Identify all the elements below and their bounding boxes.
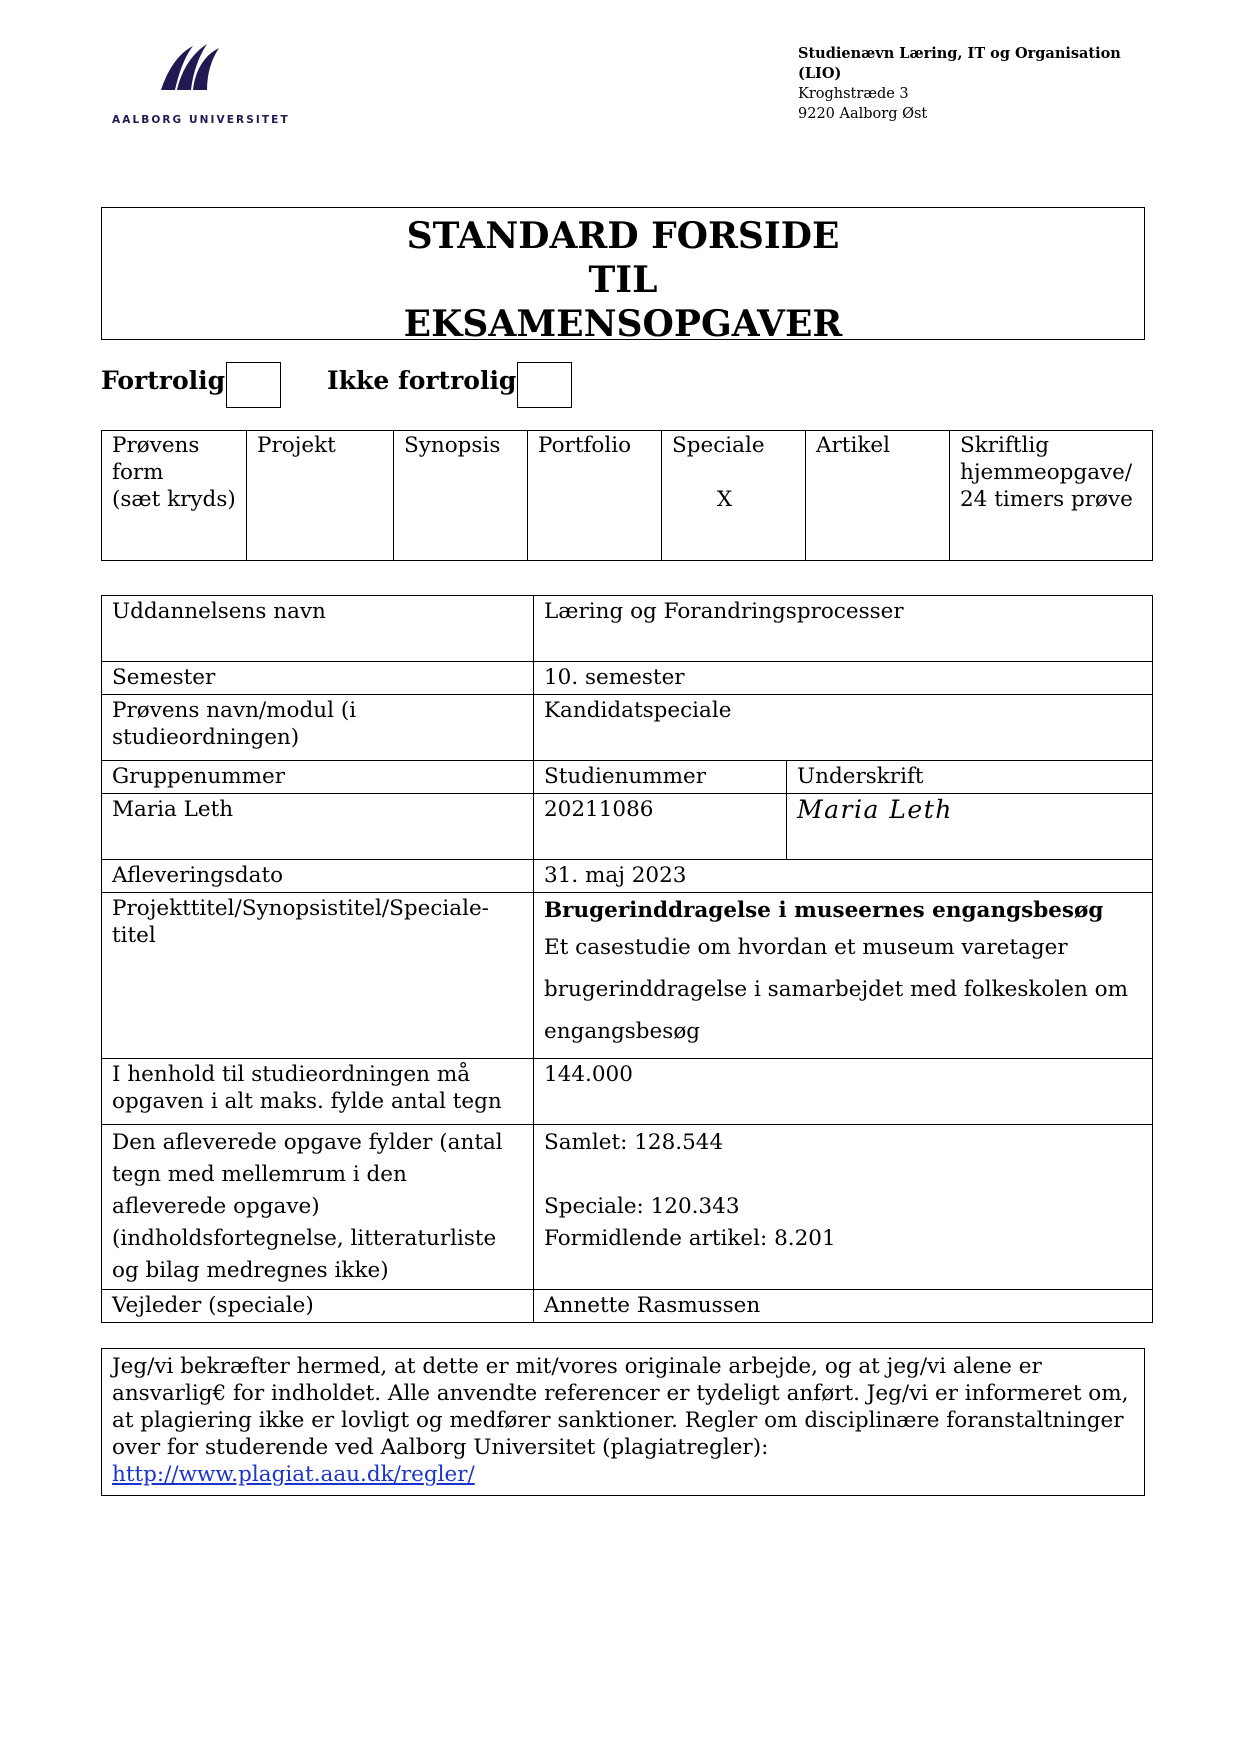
address-line-4: 9220 Aalborg Øst	[798, 106, 928, 122]
form-synopsis-label: Synopsis	[404, 433, 501, 458]
samlet-value: Samlet: 128.544	[544, 1130, 724, 1155]
table-row	[102, 1059, 1153, 1125]
university-logo	[112, 42, 292, 132]
logo-text: AALBORG UNIVERSITET	[112, 114, 290, 126]
form-speciale-mark: X	[716, 487, 733, 512]
titel-sub: Et casestudie om hvordan et museum varetager brugerinddragelse i samarbejdet med folkeskolen om engangsbesøg	[544, 935, 1128, 1044]
title-line-3: EKSAMENSOPGAVER	[403, 303, 843, 345]
fylder-cell	[534, 1125, 1153, 1290]
studienummer-label: Studienummer	[534, 761, 787, 794]
proeve-label: Prøvens navn/modul (i studieordningen)	[102, 695, 534, 761]
fylder-label: Den afleverede opgave fylder (antal tegn med mellemrum i den afleverede opgave) (indholdsfortegnelse, litteraturliste og bilag medregnes ikke)	[102, 1125, 534, 1290]
gruppe-value: Maria Leth	[102, 794, 534, 860]
fortrolig-checkbox[interactable]	[226, 362, 281, 408]
table-row	[102, 893, 1153, 1059]
form-projekt-cell[interactable]	[247, 431, 394, 561]
titel-cell	[534, 893, 1153, 1059]
address-line-3: Kroghstræde 3	[798, 86, 909, 102]
form-head-line-3: (sæt kryds)	[112, 487, 236, 512]
proeve-value: Kandidatspeciale	[534, 695, 1153, 761]
ikke-fortrolig-checkbox[interactable]	[517, 362, 572, 408]
plagiarism-rules-link[interactable]: http://www.plagiat.aau.dk/regler/	[112, 1462, 475, 1487]
artikel-count: Formidlende artikel: 8.201	[544, 1226, 836, 1251]
form-speciale-cell[interactable]	[662, 431, 806, 561]
maks-value: 144.000	[534, 1059, 1153, 1125]
form-skriftlig-line-3: 24 timers prøve	[960, 487, 1133, 512]
logo-waves-icon	[159, 42, 221, 92]
exam-form-table	[101, 430, 1153, 561]
form-head-line-2: form	[112, 460, 164, 485]
title-line-2: TIL	[588, 259, 658, 301]
form-head-cell	[102, 431, 247, 561]
declaration-text: Jeg/vi bekræfter hermed, at dette er mit/vores originale arbejde, og at jeg/vi alene er ansvarlig€ for indholdet. Alle anvendte referencer er tydeligt anført. Jeg/vi er informeret om, at plagiering ikke er lovligt og medfører sanktioner. Regler om disciplinære foranstaltninger over for studerende ved Aalborg Universitet (plagiatregler):	[112, 1354, 1129, 1460]
info-table	[101, 595, 1153, 1323]
form-skriftlig-cell[interactable]	[950, 431, 1153, 561]
speciale-count: Speciale: 120.343	[544, 1194, 740, 1219]
semester-label: Semester	[102, 662, 534, 695]
dato-value: 31. maj 2023	[534, 860, 1153, 893]
form-head-line-1: Prøvens	[112, 433, 200, 458]
ikke-fortrolig-label: Ikke fortrolig	[327, 366, 517, 395]
form-portfolio-label: Portfolio	[538, 433, 632, 458]
form-synopsis-cell[interactable]	[394, 431, 528, 561]
form-projekt-label: Projekt	[257, 433, 336, 458]
fortrolig-label: Fortrolig	[101, 366, 226, 395]
studienummer-value: 20211086	[534, 794, 787, 860]
address-block	[798, 44, 1178, 124]
signature: Maria Leth	[787, 794, 1153, 860]
uddannelse-value: Læring og Forandringsprocesser	[534, 596, 1153, 662]
table-row	[102, 794, 1153, 860]
table-row	[102, 860, 1153, 893]
table-row	[102, 662, 1153, 695]
form-artikel-cell[interactable]	[806, 431, 950, 561]
table-row	[102, 761, 1153, 794]
semester-value: 10. semester	[534, 662, 1153, 695]
maks-label: I henhold til studieordningen må opgaven i alt maks. fylde antal tegn	[102, 1059, 534, 1125]
dato-label: Afleveringsdato	[102, 860, 534, 893]
title-box	[101, 207, 1145, 345]
vejleder-value: Annette Rasmussen	[534, 1290, 1153, 1323]
table-row	[102, 695, 1153, 761]
vejleder-label: Vejleder (speciale)	[102, 1290, 534, 1323]
form-artikel-label: Artikel	[816, 433, 890, 458]
uddannelse-label: Uddannelsens navn	[102, 596, 534, 662]
titel-label: Projekttitel/Synopsistitel/Speciale-titel	[102, 893, 534, 1059]
form-portfolio-cell[interactable]	[528, 431, 662, 561]
titel-main: Brugerinddragelse i museernes engangsbesøg	[544, 898, 1104, 923]
declaration-box	[101, 1348, 1145, 1496]
form-speciale-label: Speciale	[672, 433, 765, 458]
gruppe-label: Gruppenummer	[102, 761, 534, 794]
address-line-1: Studienævn Læring, IT og Organisation	[798, 45, 1121, 62]
table-row	[102, 596, 1153, 662]
title-line-1: STANDARD FORSIDE	[406, 215, 840, 257]
table-row	[102, 1290, 1153, 1323]
table-row	[102, 1125, 1153, 1290]
form-skriftlig-line-2: hjemmeopgave/	[960, 460, 1133, 485]
underskrift-label: Underskrift	[787, 761, 1153, 794]
address-line-2: (LIO)	[798, 65, 842, 82]
form-skriftlig-line-1: Skriftlig	[960, 433, 1050, 458]
